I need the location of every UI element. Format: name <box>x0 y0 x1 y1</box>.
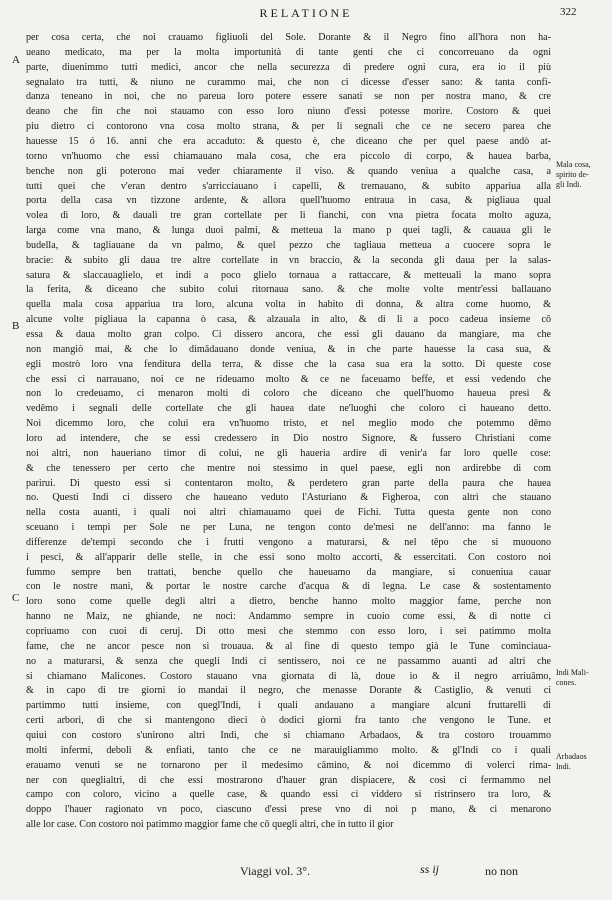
text-line: essa & daua molto gran colpo. Ci dissero ancora, che essi gli dauano da mangiare, ma che <box>26 329 551 340</box>
text-line: i pesci, & all'apparir delle stelle, in che essi sono molto accorti, & essercitati. Con costoro noi <box>26 551 551 563</box>
text-line: bracie: & subito gli daua tre altre cortellate in vn braccio, & la seconda gli daua per la salas- <box>26 254 551 266</box>
text-line: nella costa auanti, i quali noi altri chiamauamo quei de Fichi. Tutta questa gente non cono <box>26 507 551 519</box>
text-line: copriuamo con cuoi di ceruj. Di otto mesi che stemmo con esso loro, i sei patimmo molta <box>26 626 551 637</box>
page-number: 322 <box>560 6 577 18</box>
text-line: hauesse 15 ó 16. anni che era accaduto: & questo è, che diceano che per quel paese andò at- <box>26 135 551 147</box>
margin-letter-b: B <box>12 320 20 332</box>
text-line: fummo sempre ben trattati, benche quello che haueuamo da mangiare, si conueniua cauar <box>26 566 551 578</box>
text-line: con le nostre mani, & portar le nostre carche d'acqua & di legna. Le case & sostentamento <box>26 581 551 593</box>
text-line: differenze de'tempi secondo che i frutti vengono a maturarsi, & nel tēpo che si muouono <box>26 536 551 548</box>
text-line: che essi ci narrauano, noi ce ne rideuamo molto & ce ne faceuamo beffe, et essi vedendo che <box>26 373 551 385</box>
text-line: no a maturarsi, & senza che quegli Indi ci sentissero, noi ce ne passammo auanti ad altri che <box>26 655 551 667</box>
text-line: molti infermi, deboli & enfiati, tanto che ce ne marauigliammo molto. & gl'Indi co i quali <box>26 744 551 756</box>
text-line: budella, & tagliauane da vn palmo, & quel pezzo che tagliaua metteua a cuocere sopra le <box>26 239 551 251</box>
text-line: la ferita, & diceano che subito colui ritornaua sano. & che molte volte mentr'essi ballauano <box>26 284 551 296</box>
text-line: ner con queglialtri, di che essi mostrarono d'hauer gran dispiacere, & così ci fermammo nel <box>26 774 551 786</box>
text-line: certi arbori, di che si mantengono dieci ò dodici giorni fra tanto che vengono le Tune. et <box>26 715 551 727</box>
text-line: doppo l'hauer ragionato vn poco, ciascuno d'essi prese vno di noi p mano, & ci menarono <box>26 804 551 816</box>
text-line: porta della casa vn tizzone ardente, & allora quell'huomo entraua in casa, & pigliaua qual <box>26 195 551 207</box>
text-line: partimmo tutti insieme, con quegl'Indi, i quali andauano a mangiare alcuni fruttarelli di <box>26 700 551 712</box>
text-line: non lo credeuamo, ci menaron molti di coloro che diceano che quell'huomo haueua presi & <box>26 388 551 400</box>
text-line: & in capo di tre giorni io mandai il negro, che menasse Dorante & Castiglio, & venuti ci <box>26 685 551 697</box>
text-line: tutti quei che v'eran dentro s'arricciauano i capelli, & tremauano, & subito appariua alla <box>26 180 551 192</box>
text-line: campo con coloro, vicino a quelle case, & quando essi ci viddero si ristrinsero tra loro, & <box>26 789 551 801</box>
catchword: no non <box>485 864 518 878</box>
text-line: deano che fin che noi stauamo con esso loro niuno d'essi potesse morire. Costoro & quei <box>26 106 551 118</box>
text-line: no. Questi Indi ci dissero che haueano veduto l'Asturiano & Figheroa, con altri che stauano <box>26 492 551 504</box>
text-line: fame, che ne ancor pesce non si trouaua. & al fine di questo tempo già le Tune cominciaua- <box>26 640 551 652</box>
text-line: quiui con costoro s'unirono altri Indi, che si chiamano Arbadaos, & tra costoro trouammo <box>26 729 551 741</box>
signature-line: Viaggi vol. 3°. <box>240 864 311 878</box>
text-line: parte, diuenimmo tutti medici, ancor che nella securezza di predere ogni cura, era io il più <box>26 61 551 73</box>
text-line: noi altri, non haueriano timor di colui, ne gli haueria ardire di venir'a far loro quelle cose: <box>26 447 551 459</box>
text-line: loro sono come quelle degli altri a dietro, benche hanno molto maggior fame, perche non <box>26 596 551 608</box>
text-line: sceuano i tempi per Sole ne per Luna, ne tengon conto de'mesi ne dell'anno: ma fanno le <box>26 522 551 534</box>
text-line: torno vn'huomo che essi chiamauano mala cosa, che era piccolo di corpo, & hauea barba, <box>26 150 551 162</box>
text-line: & che tenessero per certo che mentre noi stessimo in quel paese, egli non ardirebbe di com <box>26 462 551 474</box>
text-line: Noi dicemmo loro, che colui era vn'huomo tristo, et nel meglio modo che potemmo dēmo <box>26 418 551 430</box>
margin-note-mala-cosa: Mala cosa, spirito de- gli Indi. <box>556 160 591 189</box>
text-line: benche non gli poterono mai veder chiaramente il viso. & quando veniua a qualche casa, a <box>26 165 551 177</box>
margin-letter-c: C <box>12 592 20 604</box>
text-line: loro ad intendere, che se essi credessero in Dio nostro Signore, & fussero Christiani come <box>26 432 551 444</box>
text-line: volea di loro, & dauali tre gran cortellate per li fianchi, con vna pietra focata molto aguza, <box>26 210 551 222</box>
running-header: RELATIONE <box>259 6 353 20</box>
text-line: quella mala cosa appariua tra loro, alcuna volta in habito di donna, & altra come huomo, & <box>26 299 551 311</box>
text-line: larga come vna mano, & lunga duoi palmi, & metteua la mano p quei tagli, & cauaua gli le <box>26 225 551 237</box>
margin-letter-a: A <box>12 54 20 66</box>
text-line: non mangiò mai, & che lo dimādauano donde veniua, & in che parte hauesse la casa sua, & <box>26 343 551 355</box>
text-line: alcune volte pigliaua la capanna ò casa, & alzauala in alto, & di lì a poco cadeua insieme cō <box>26 314 551 326</box>
text-line: vedēmo i segnali delle cortellate che gli hauea date ne'luoghi che coloro ci haueano detto. <box>26 403 551 415</box>
margin-note-arbadaos: Arbadaos Indi. <box>556 752 587 771</box>
text-line: alle lor case. Con costoro noi patimmo maggior fame che cō quegli altri, che in tutto il gior <box>26 819 394 831</box>
text-line: egli mostrò loro vna fenditura della terra, & disse che la casa sua era la sotto. Di queste cose <box>26 358 551 370</box>
text-line: hanno ne Maiz, ne ghiande, ne noci: Andammo sempre in cuoio come essi, & di notte ci <box>26 611 551 623</box>
text-line: piu dietro ci contorono vna cosa molto strana, & per li segnali che ce ne secero parea che <box>26 121 551 133</box>
text-line: danza teneano in noi, che no pareua loro potere essere sanati se non per nostra mano, & cre <box>26 91 551 103</box>
text-line: si chiamano Malicones. Costoro stauano vna giornata di là, doue io & il negro arriuāmo, <box>26 670 551 682</box>
signature-mark: ss ij <box>420 862 440 876</box>
text-line: segnalato tra tutti, & niuno ne curammo mai, che non ci dicesse d'esser sano: & tanta confi- <box>26 76 551 88</box>
text-line: erauamo venuti se ne tornarono per il medesimo cāmino, & noi dicemmo di volerci rima- <box>26 759 551 771</box>
text-line: parirui. Di questo essi si contentaron molto, & perdetero gran parte della paura che hauea <box>26 477 551 489</box>
text-line: per cosa certa, che noi crauamo figliuoli del Sole. Dorante & il Negro fino all'hora non ha- <box>26 32 551 43</box>
margin-note-malicones: Indi Mali- cones. <box>556 668 589 687</box>
text-line: satura & slaccauaglielo, et indi a poco glielo tornaua a rattaccare, & metteuali la mano sopra <box>26 269 551 281</box>
text-line: ueano medicato, ma per la molta importunità di tante genti che ci concorreuano da ogni <box>26 46 551 58</box>
